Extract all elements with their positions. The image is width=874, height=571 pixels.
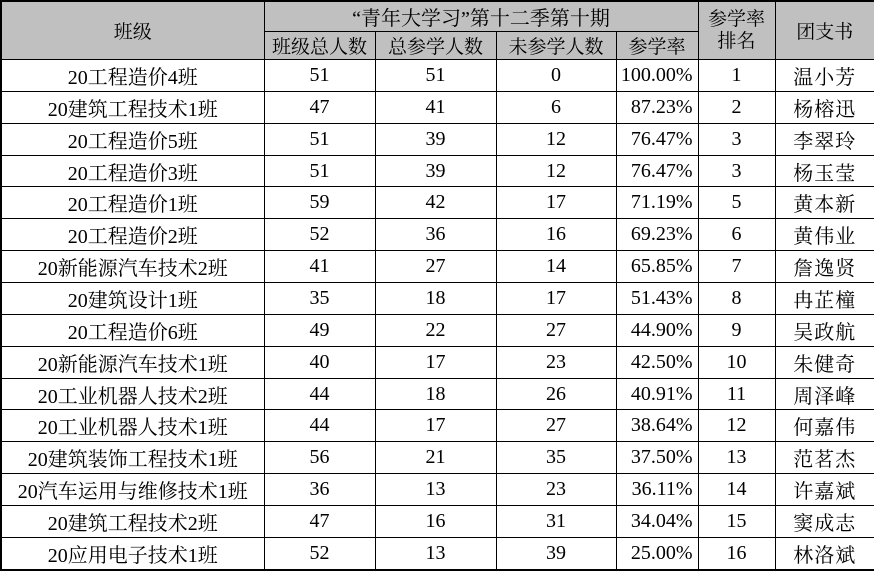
table-row [1,283,874,315]
rate-cell: 38.64% [616,410,698,442]
secretary-cell: 李翠玲 [775,123,874,155]
table-row [1,187,874,219]
secretary-cell: 黄伟业 [775,219,874,251]
class-cell: 20建筑装饰工程技术1班 [1,442,264,474]
not-participated-cell: 27 [496,410,616,442]
not-participated-cell: 23 [496,346,616,378]
not-participated-cell: 0 [496,60,616,92]
total-cell: 51 [264,60,375,92]
participated-cell: 27 [375,251,496,283]
header-group-title: “青年大学习”第十二季第十期 [264,1,698,32]
secretary-cell: 杨玉莹 [775,155,874,187]
table-row [1,442,874,474]
total-cell: 36 [264,474,375,506]
rank-cell: 9 [698,314,775,346]
table-row [1,314,874,346]
header-secretary: 团支书 [775,1,874,60]
rate-cell: 100.00% [616,60,698,92]
class-cell: 20工程造价6班 [1,314,264,346]
not-participated-cell: 12 [496,123,616,155]
participated-cell: 39 [375,123,496,155]
not-participated-cell: 27 [496,314,616,346]
header-rank-line2: 排名 [717,30,756,52]
rank-cell: 12 [698,410,775,442]
total-cell: 59 [264,187,375,219]
participated-cell: 17 [375,410,496,442]
not-participated-cell: 39 [496,537,616,570]
rate-cell: 34.04% [616,506,698,538]
total-cell: 40 [264,346,375,378]
rank-cell: 7 [698,251,775,283]
rate-cell: 76.47% [616,123,698,155]
not-participated-cell: 14 [496,251,616,283]
class-cell: 20应用电子技术1班 [1,537,264,570]
participated-cell: 13 [375,537,496,570]
table-row [1,346,874,378]
participated-cell: 22 [375,314,496,346]
participated-cell: 17 [375,346,496,378]
rate-cell: 51.43% [616,283,698,315]
rate-cell: 25.00% [616,537,698,570]
participated-cell: 39 [375,155,496,187]
rank-cell: 1 [698,60,775,92]
secretary-cell: 范茗杰 [775,442,874,474]
class-cell: 20工程造价5班 [1,123,264,155]
not-participated-cell: 16 [496,219,616,251]
participated-cell: 21 [375,442,496,474]
rate-cell: 36.11% [616,474,698,506]
secretary-cell: 窦成志 [775,506,874,538]
secretary-cell: 杨榕迅 [775,91,874,123]
total-cell: 47 [264,506,375,538]
rank-cell: 2 [698,91,775,123]
table-body [1,60,874,571]
total-cell: 52 [264,219,375,251]
rate-cell: 71.19% [616,187,698,219]
participated-cell: 41 [375,91,496,123]
header-row-top [1,1,874,32]
rank-cell: 8 [698,283,775,315]
secretary-cell: 周泽峰 [775,378,874,410]
header-rank-line1: 参学率 [708,8,766,30]
rate-cell: 44.90% [616,314,698,346]
class-cell: 20新能源汽车技术2班 [1,251,264,283]
rank-cell: 6 [698,219,775,251]
header-participated: 总参学人数 [375,32,496,60]
rank-cell: 15 [698,506,775,538]
rate-cell: 40.91% [616,378,698,410]
table-row [1,60,874,92]
rank-cell: 11 [698,378,775,410]
header-rate: 参学率 [616,32,698,60]
total-cell: 52 [264,537,375,570]
rank-cell: 3 [698,123,775,155]
table-row [1,378,874,410]
not-participated-cell: 17 [496,283,616,315]
class-cell: 20新能源汽车技术1班 [1,346,264,378]
class-cell: 20建筑设计1班 [1,283,264,315]
rank-cell: 14 [698,474,775,506]
total-cell: 47 [264,91,375,123]
not-participated-cell: 35 [496,442,616,474]
rate-cell: 42.50% [616,346,698,378]
secretary-cell: 许嘉斌 [775,474,874,506]
participated-cell: 51 [375,60,496,92]
rate-cell: 87.23% [616,91,698,123]
secretary-cell: 黄本新 [775,187,874,219]
rank-cell: 16 [698,537,775,570]
secretary-cell: 冉芷橦 [775,283,874,315]
not-participated-cell: 12 [496,155,616,187]
participated-cell: 42 [375,187,496,219]
not-participated-cell: 6 [496,91,616,123]
rank-cell: 5 [698,187,775,219]
rate-cell: 65.85% [616,251,698,283]
class-cell: 20工业机器人技术2班 [1,378,264,410]
participated-cell: 16 [375,506,496,538]
table-row [1,123,874,155]
secretary-cell: 温小芳 [775,60,874,92]
rank-cell: 3 [698,155,775,187]
secretary-cell: 何嘉伟 [775,410,874,442]
total-cell: 44 [264,378,375,410]
class-cell: 20工业机器人技术1班 [1,410,264,442]
total-cell: 51 [264,155,375,187]
table-row [1,506,874,538]
rate-cell: 76.47% [616,155,698,187]
table-header [1,1,874,60]
table-row [1,219,874,251]
total-cell: 44 [264,410,375,442]
secretary-cell: 詹逸贤 [775,251,874,283]
secretary-cell: 林洛斌 [775,537,874,570]
rate-cell: 37.50% [616,442,698,474]
secretary-cell: 吴政航 [775,314,874,346]
table-row [1,474,874,506]
total-cell: 41 [264,251,375,283]
header-not-participated: 未参学人数 [496,32,616,60]
class-cell: 20工程造价4班 [1,60,264,92]
secretary-cell: 朱健奇 [775,346,874,378]
table-row [1,91,874,123]
class-cell: 20工程造价1班 [1,187,264,219]
not-participated-cell: 26 [496,378,616,410]
total-cell: 56 [264,442,375,474]
header-total: 班级总人数 [264,32,375,60]
total-cell: 35 [264,283,375,315]
class-cell: 20汽车运用与维修技术1班 [1,474,264,506]
participated-cell: 13 [375,474,496,506]
header-class: 班级 [1,1,264,60]
rank-cell: 13 [698,442,775,474]
participated-cell: 18 [375,283,496,315]
not-participated-cell: 17 [496,187,616,219]
participated-cell: 18 [375,378,496,410]
total-cell: 51 [264,123,375,155]
rate-cell: 69.23% [616,219,698,251]
class-cell: 20建筑工程技术1班 [1,91,264,123]
not-participated-cell: 31 [496,506,616,538]
not-participated-cell: 23 [496,474,616,506]
table-row [1,155,874,187]
participated-cell: 36 [375,219,496,251]
table-row [1,537,874,570]
class-cell: 20工程造价3班 [1,155,264,187]
class-cell: 20工程造价2班 [1,219,264,251]
header-rank [698,1,775,60]
total-cell: 49 [264,314,375,346]
table-row [1,410,874,442]
table-row [1,251,874,283]
class-cell: 20建筑工程技术2班 [1,506,264,538]
rank-cell: 10 [698,346,775,378]
